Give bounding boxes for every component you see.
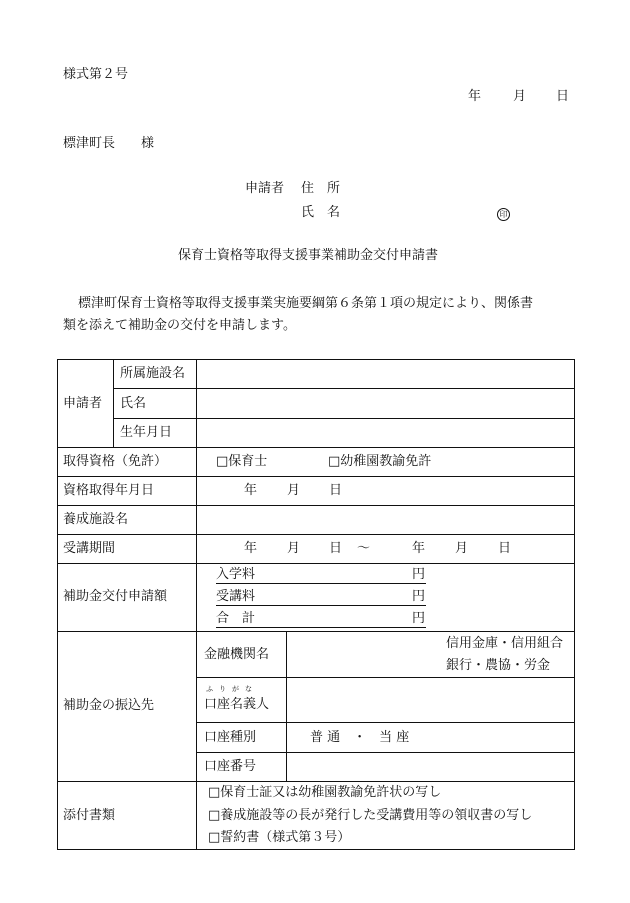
- period-end-year: 年: [412, 541, 426, 556]
- training-facility-label: 養成施設名: [63, 512, 129, 527]
- attachments-label: 添付書類: [63, 808, 116, 823]
- bank-types-line-2: 銀行・農協・労金: [446, 658, 551, 673]
- addressee: 標津町長 様: [63, 136, 155, 151]
- period-tilde: ～: [357, 541, 371, 556]
- qual-date-year: 年: [244, 483, 258, 498]
- attachment-item-3[interactable]: □誓約書（様式第３号）: [208, 830, 351, 845]
- qualification-date-label: 資格取得年月日: [63, 483, 155, 498]
- period-start-year: 年: [244, 541, 258, 556]
- tuition-fee-label: 受講料: [216, 589, 256, 604]
- affiliation-label: 所属施設名: [120, 366, 186, 381]
- name-label: 氏 名: [301, 205, 341, 220]
- date-month-label: 月: [513, 89, 527, 104]
- body-text-line-2: 類を添えて補助金の交付を申請します。: [63, 318, 296, 333]
- total-yen: 円: [411, 611, 425, 626]
- date-year-label: 年: [468, 89, 482, 104]
- attachment-item-2[interactable]: □養成施設等の長が発行した受講費用等の領収書の写し: [208, 808, 533, 823]
- attachment-item-1[interactable]: □保育士証又は幼稚園教諭免許状の写し: [208, 785, 442, 800]
- period-end-month: 月: [455, 541, 469, 556]
- period-end-day: 日: [498, 541, 512, 556]
- enrollment-fee-yen: 円: [411, 567, 425, 582]
- transfer-destination-label: 補助金の振込先: [63, 698, 155, 713]
- body-text-line-1: 標津町保育士資格等取得支援事業実施要綱第６条第１項の規定により、関係書: [78, 296, 534, 311]
- bank-types-line-1: 信用金庫・信用組合: [446, 636, 564, 651]
- period-start-day: 日: [329, 541, 343, 556]
- account-holder-label: 口座名義人: [204, 697, 270, 712]
- total-label: 合 計: [216, 611, 256, 626]
- address-label: 住 所: [301, 181, 341, 196]
- subsidy-amount-label: 補助金交付申請額: [63, 589, 168, 604]
- form-number: 様式第２号: [63, 67, 129, 82]
- tuition-fee-yen: 円: [411, 589, 425, 604]
- qualification-label: 取得資格（免許）: [63, 454, 168, 469]
- date-day-label: 日: [556, 89, 570, 104]
- account-number-label: 口座番号: [204, 759, 257, 774]
- bank-name-label: 金融機関名: [204, 647, 270, 662]
- account-type-options[interactable]: 普 通 ・ 当 座: [310, 730, 410, 745]
- document-title: 保育士資格等取得支援事業補助金交付申請書: [178, 248, 439, 263]
- qualification-option-kindergarten[interactable]: □幼稚園教諭免許: [328, 454, 432, 469]
- course-period-label: 受講期間: [63, 541, 116, 556]
- birthdate-label: 生年月日: [120, 425, 173, 440]
- qual-date-day: 日: [329, 483, 343, 498]
- tuition-fee-line: [216, 589, 426, 606]
- applicant-label: 申請者: [245, 181, 285, 196]
- name-row-label: 氏名: [120, 396, 147, 411]
- enrollment-fee-label: 入学料: [216, 567, 256, 582]
- enrollment-fee-line: [216, 567, 426, 584]
- furigana-label: ふりがな: [206, 685, 258, 693]
- total-line: [216, 611, 426, 628]
- applicant-row-label: 申請者: [63, 396, 103, 411]
- qual-date-month: 月: [287, 483, 301, 498]
- qualification-option-nursery[interactable]: □保育士: [216, 454, 268, 469]
- seal-icon: 印: [497, 208, 510, 221]
- period-start-month: 月: [287, 541, 301, 556]
- account-type-label: 口座種別: [204, 730, 257, 745]
